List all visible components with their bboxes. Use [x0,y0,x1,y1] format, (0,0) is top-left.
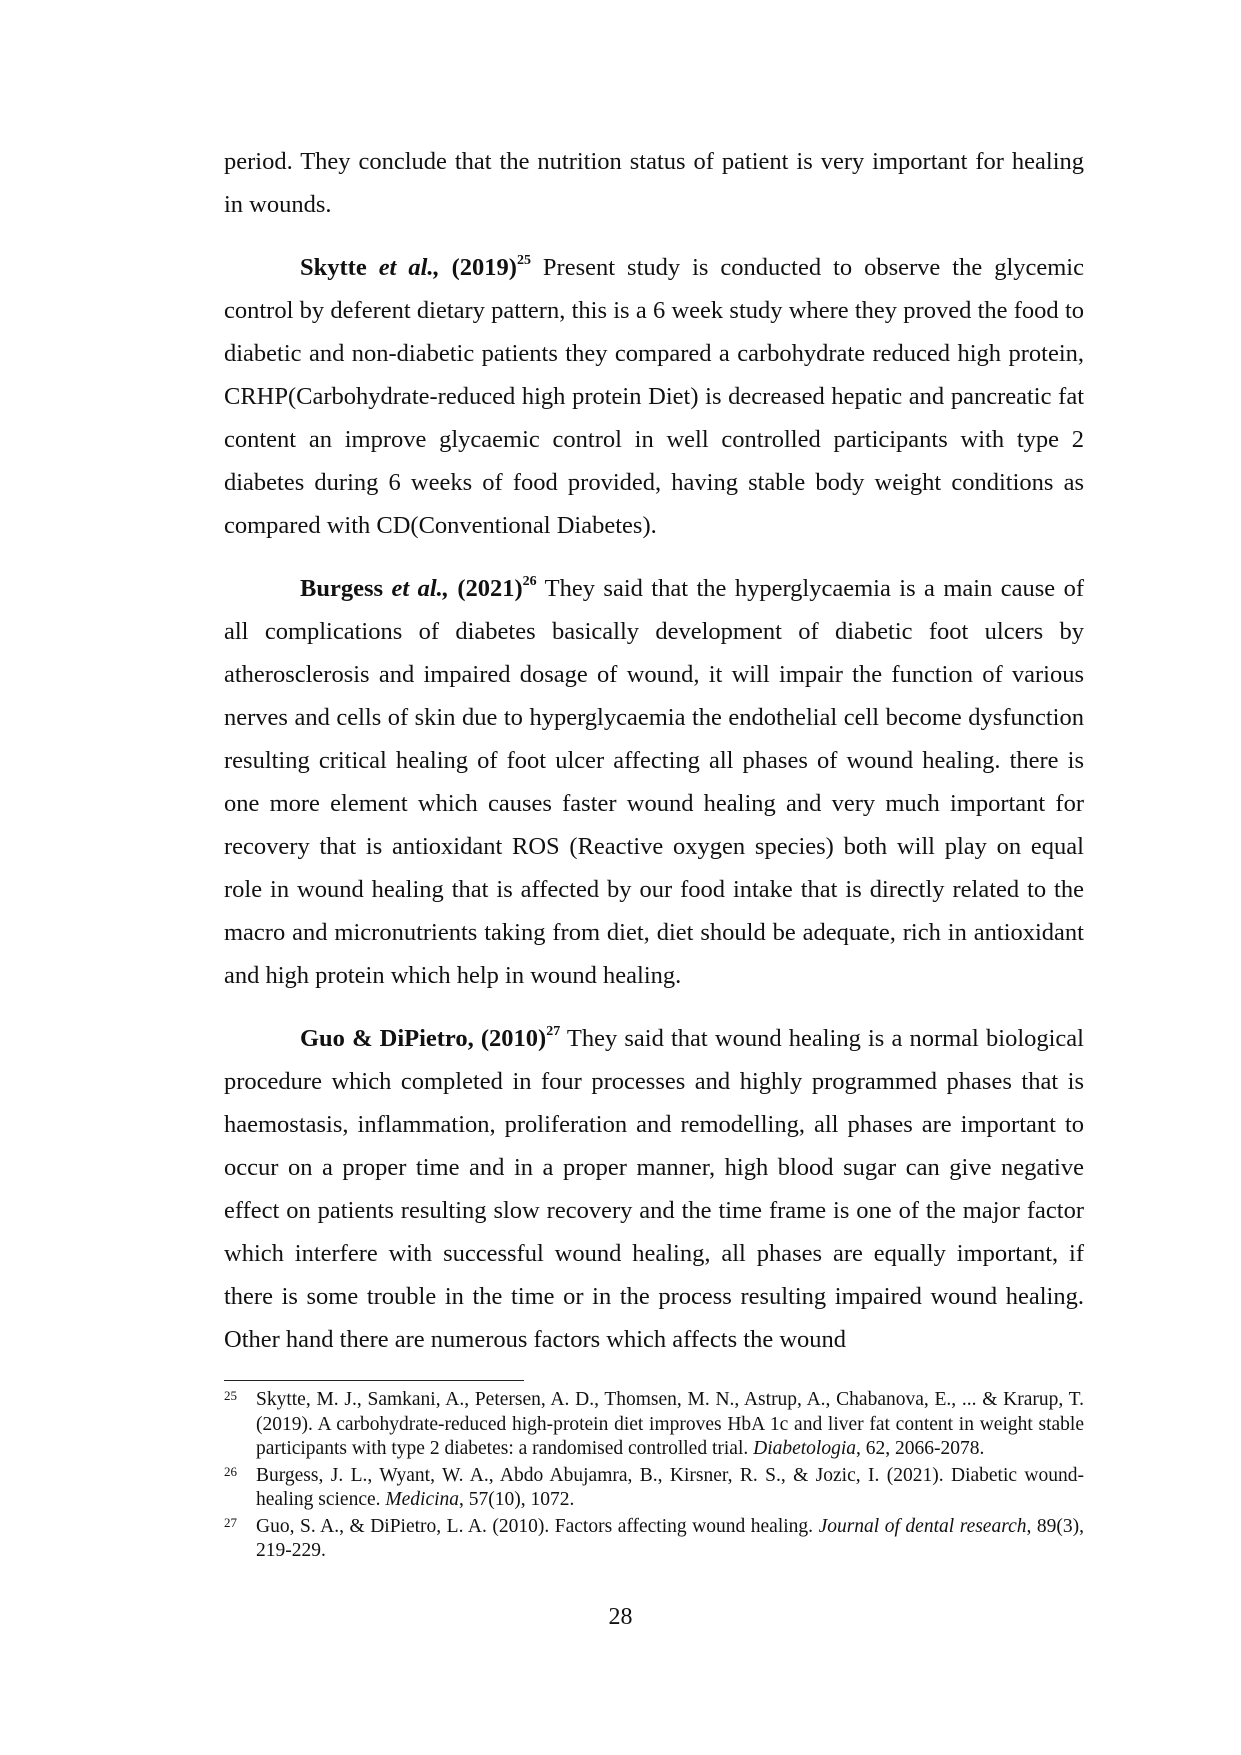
footnote-text: Skytte, M. J., Samkani, A., Petersen, A. D., Thomsen, M. N., Astrup, A., Chabanova, E., ... & Krarup, T. (2019). A carbohydrate-reduced high-protein diet improves HbA 1c and liver fat content in weight stable participants with type 2 diabetes: a randomised controlled trial. Diabetologia, 62, 2066-2078. [256,1389,1084,1459]
paragraph-text: They said that the hyperglycaemia is a main cause of all complications of diabetes basically development of diabetic foot ulcers by atherosclerosis and impaired dosage of wound, it will impair the function of various nerves and cells of skin due to hyperglycaemia the endothelial cell become dysfunction resulting critical healing of foot ulcer affecting all phases of wound healing. there is one more element which causes faster wound healing and very much important for recovery that is antioxidant ROS (Reactive oxygen species) both will play on equal role in wound healing that is affected by our food intake that is directly related to the macro and micronutrients taking from diet, diet should be adequate, rich in antioxidant and high protein which help in wound healing. [224,575,1084,989]
footnote-ref-26: 26 [522,574,537,589]
guo-paragraph [224,1017,1084,1361]
page-body [224,140,1084,1361]
footnote-27 [224,1515,1084,1564]
burgess-paragraph [224,567,1084,997]
footnote-number: 25 [224,1388,237,1403]
page-number: 28 [608,1604,633,1630]
paragraph-text: They said that wound healing is a normal biological procedure which completed in four processes and highly programmed phases that is haemostasis, inflammation, proliferation and remodelling, all phases are important to occur on a proper time and in a proper manner, high blood sugar can give negative effect on patients resulting slow recovery and the time frame is one of the major factor which interfere with successful wound healing, all phases are equally important, if there is some trouble in the time or in the process resulting impaired wound healing. Other hand there are numerous factors which affects the wound [224,1025,1084,1353]
footnote-ref-27: 27 [546,1024,561,1039]
footnote-number: 27 [224,1514,237,1530]
footnote-number: 26 [224,1463,237,1479]
citation-author: Burgess et al., (2021) [300,575,523,602]
footnote-26 [224,1464,1084,1513]
intro-paragraph: period. They conclude that the nutrition status of patient is very important for healing in wounds. [224,148,1084,218]
paragraph-text: Present study is conducted to observe the glycemic control by deferent dietary pattern, this is a 6 week study where they proved the food to diabetic and non-diabetic patients they compared a carbohydrate reduced high protein, CRHP(Carbohydrate-reduced high protein Diet) is decreased hepatic and pancreatic fat content an improve glycaemic control in well controlled participants with type 2 diabetes during 6 weeks of food provided, having stable body weight conditions as compared with CD(Conventional Diabetes). [224,254,1084,539]
footnote-text: Burgess, J. L., Wyant, W. A., Abdo Abujamra, B., Kirsner, R. S., & Jozic, I. (2021). Diabetic wound-healing science. Medicina, 57(10), 1072. [256,1464,1084,1510]
footnote-ref-25: 25 [516,253,531,268]
citation-author: Guo & DiPietro, (2010) [300,1025,547,1052]
footnote-text: Guo, S. A., & DiPietro, L. A. (2010). Factors affecting wound healing. Journal of dental research, 89(3), 219-229. [256,1515,1084,1561]
skytte-paragraph [224,246,1084,547]
footnote-25 [224,1388,1084,1462]
citation-author: Skytte et al., (2019) [300,254,517,281]
footnote-separator [224,1380,524,1381]
footnotes [224,1388,1084,1566]
